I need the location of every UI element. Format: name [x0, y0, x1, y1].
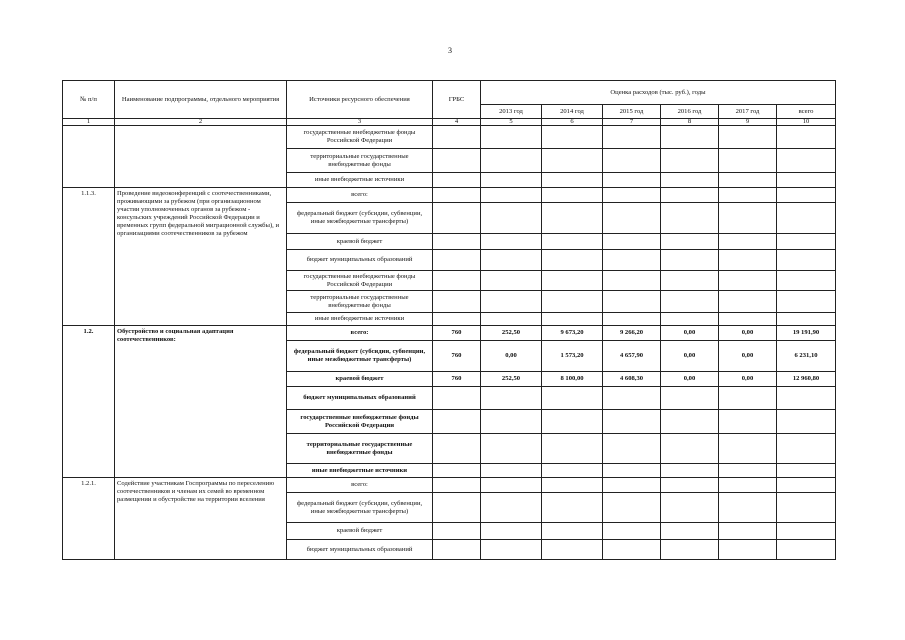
header-year-2015: 2015 год [603, 105, 661, 119]
col-number: 1 [63, 119, 115, 126]
source-label: государственные внебюджетные фонды Российской Федерации [287, 271, 433, 291]
empty-cell [433, 271, 481, 291]
empty-cell [719, 126, 777, 149]
empty-cell [542, 291, 603, 313]
grbs-value: 760 [433, 326, 481, 341]
empty-cell [433, 291, 481, 313]
item-number: 1.1.3. [63, 188, 115, 326]
item-name: Содействие участникам Госпрограммы по переселению соотечественников и членам их семей во временном размещении и обустройстве на территории вселения [115, 478, 287, 560]
col-number: 8 [661, 119, 719, 126]
source-label: всего: [287, 188, 433, 203]
empty-cell [433, 126, 481, 149]
col-number: 2 [115, 119, 287, 126]
empty-cell [481, 410, 542, 434]
empty-cell [777, 464, 836, 478]
empty-cell [603, 313, 661, 326]
empty-cell [777, 250, 836, 271]
empty-cell [481, 434, 542, 464]
source-label: иные внебюджетные источники [287, 464, 433, 478]
col-number: 10 [777, 119, 836, 126]
empty-cell [661, 464, 719, 478]
empty-cell [719, 250, 777, 271]
source-label: территориальные государственные внебюджетные фонды [287, 291, 433, 313]
empty-cell [481, 173, 542, 188]
value-2015: 9 266,20 [603, 326, 661, 341]
empty-cell [777, 523, 836, 540]
empty-cell [719, 291, 777, 313]
item-number: 1.2.1. [63, 478, 115, 560]
empty-cell [661, 478, 719, 493]
header-year-2013: 2013 год [481, 105, 542, 119]
empty-cell [777, 203, 836, 234]
grbs-value: 760 [433, 372, 481, 387]
table-row [63, 326, 836, 341]
empty-cell [661, 493, 719, 523]
empty-cell [603, 523, 661, 540]
empty-cell [542, 250, 603, 271]
empty-cell [719, 387, 777, 410]
empty-cell [719, 540, 777, 560]
col-number: 6 [542, 119, 603, 126]
empty-cell [481, 234, 542, 250]
empty-cell [481, 188, 542, 203]
empty-cell [481, 271, 542, 291]
empty-cell [542, 271, 603, 291]
col-number: 5 [481, 119, 542, 126]
value-2015: 4 657,90 [603, 341, 661, 372]
empty-cell [719, 203, 777, 234]
page-number: 3 [448, 46, 452, 55]
empty-cell [777, 271, 836, 291]
empty-cell [433, 234, 481, 250]
empty-cell [719, 188, 777, 203]
empty-cell [661, 271, 719, 291]
empty-cell [777, 234, 836, 250]
header-name: Наименование подпрограммы, отдельного мероприятия [115, 81, 287, 119]
empty-cell [777, 291, 836, 313]
value-2013: 252,50 [481, 372, 542, 387]
header-year-2014: 2014 год [542, 105, 603, 119]
empty-cell [661, 291, 719, 313]
empty-cell [433, 188, 481, 203]
source-label: территориальные государственные внебюджетные фонды [287, 149, 433, 173]
empty-cell [542, 434, 603, 464]
empty-cell [603, 149, 661, 173]
header-year-2016: 2016 год [661, 105, 719, 119]
empty-cell [481, 464, 542, 478]
empty-cell [433, 250, 481, 271]
empty-cell [777, 540, 836, 560]
empty-cell [433, 387, 481, 410]
grbs-value: 760 [433, 341, 481, 372]
empty-cell [603, 188, 661, 203]
value-2016: 0,00 [661, 372, 719, 387]
col-number: 4 [433, 119, 481, 126]
value-2013: 252,50 [481, 326, 542, 341]
empty-cell [433, 173, 481, 188]
empty-cell [719, 234, 777, 250]
value-2014: 9 673,20 [542, 326, 603, 341]
header-estimate: Оценка расходов (тыс. руб.), годы [481, 81, 836, 105]
col-number: 3 [287, 119, 433, 126]
empty-cell [115, 126, 287, 188]
source-label: бюджет муниципальных образований [287, 250, 433, 271]
empty-cell [719, 313, 777, 326]
empty-cell [433, 478, 481, 493]
empty-cell [661, 434, 719, 464]
empty-cell [661, 173, 719, 188]
empty-cell [777, 149, 836, 173]
empty-cell [481, 313, 542, 326]
empty-cell [603, 464, 661, 478]
column-numbers-row [63, 119, 836, 126]
empty-cell [661, 387, 719, 410]
empty-cell [542, 234, 603, 250]
empty-cell [542, 464, 603, 478]
header-total: всего [777, 105, 836, 119]
source-label: федеральный бюджет (субсидии, субвенции, иные межбюджетные трансферты) [287, 341, 433, 372]
empty-cell [433, 434, 481, 464]
empty-cell [719, 523, 777, 540]
empty-cell [603, 478, 661, 493]
empty-cell [63, 126, 115, 188]
empty-cell [719, 173, 777, 188]
source-label: краевой бюджет [287, 523, 433, 540]
empty-cell [433, 203, 481, 234]
empty-cell [777, 493, 836, 523]
source-label: государственные внебюджетные фонды Российской Федерации [287, 126, 433, 149]
empty-cell [603, 410, 661, 434]
empty-cell [603, 250, 661, 271]
empty-cell [719, 434, 777, 464]
empty-cell [433, 493, 481, 523]
col-number: 7 [603, 119, 661, 126]
expenditure-table [62, 80, 836, 560]
empty-cell [661, 126, 719, 149]
item-name: Проведение видеоконференций с соотечественниками, проживающими за рубежом (при организационном участии уполномоченных органов за рубежом - консульских учреждений Российской Федерации и временных групп федеральной миграционной службы), и организациями соотечественников за рубежом [115, 188, 287, 326]
value-2014: 8 100,00 [542, 372, 603, 387]
empty-cell [661, 313, 719, 326]
empty-cell [433, 540, 481, 560]
empty-cell [719, 493, 777, 523]
header-sources: Источники ресурсного обеспечения [287, 81, 433, 119]
empty-cell [777, 434, 836, 464]
empty-cell [481, 291, 542, 313]
source-label: иные внебюджетные источники [287, 313, 433, 326]
empty-cell [603, 203, 661, 234]
empty-cell [481, 149, 542, 173]
empty-cell [719, 271, 777, 291]
empty-cell [542, 410, 603, 434]
empty-cell [719, 478, 777, 493]
empty-cell [777, 410, 836, 434]
value-2017: 0,00 [719, 372, 777, 387]
header-num: № п/п [63, 81, 115, 119]
col-number: 9 [719, 119, 777, 126]
empty-cell [777, 126, 836, 149]
table-row [63, 126, 836, 149]
empty-cell [603, 434, 661, 464]
empty-cell [542, 149, 603, 173]
empty-cell [603, 540, 661, 560]
empty-cell [661, 149, 719, 173]
empty-cell [433, 464, 481, 478]
table-row [63, 478, 836, 493]
empty-cell [661, 540, 719, 560]
empty-cell [433, 410, 481, 434]
empty-cell [542, 540, 603, 560]
empty-cell [603, 291, 661, 313]
value-total: 12 960,80 [777, 372, 836, 387]
empty-cell [542, 523, 603, 540]
header-grbs: ГРБС [433, 81, 481, 119]
empty-cell [542, 313, 603, 326]
empty-cell [661, 203, 719, 234]
empty-cell [481, 203, 542, 234]
source-label: всего: [287, 326, 433, 341]
value-2017: 0,00 [719, 341, 777, 372]
header-year-2017: 2017 год [719, 105, 777, 119]
source-label: всего: [287, 478, 433, 493]
empty-cell [542, 173, 603, 188]
item-name: Обустройство и социальная адаптация соотечественников: [115, 326, 287, 478]
empty-cell [481, 540, 542, 560]
empty-cell [542, 203, 603, 234]
value-total: 19 191,90 [777, 326, 836, 341]
value-2016: 0,00 [661, 326, 719, 341]
empty-cell [433, 313, 481, 326]
empty-cell [542, 188, 603, 203]
source-label: краевой бюджет [287, 372, 433, 387]
empty-cell [719, 410, 777, 434]
value-total: 6 231,10 [777, 341, 836, 372]
empty-cell [777, 313, 836, 326]
empty-cell [481, 523, 542, 540]
empty-cell [603, 493, 661, 523]
empty-cell [661, 188, 719, 203]
value-2016: 0,00 [661, 341, 719, 372]
empty-cell [603, 387, 661, 410]
source-label: федеральный бюджет (субсидии, субвенции, иные межбюджетные трансферты) [287, 203, 433, 234]
empty-cell [661, 410, 719, 434]
empty-cell [661, 250, 719, 271]
empty-cell [481, 478, 542, 493]
item-number: 1.2. [63, 326, 115, 478]
empty-cell [603, 271, 661, 291]
empty-cell [719, 149, 777, 173]
empty-cell [661, 234, 719, 250]
value-2013: 0,00 [481, 341, 542, 372]
empty-cell [603, 126, 661, 149]
source-label: бюджет муниципальных образований [287, 540, 433, 560]
empty-cell [481, 126, 542, 149]
source-label: бюджет муниципальных образований [287, 387, 433, 410]
empty-cell [661, 523, 719, 540]
empty-cell [603, 234, 661, 250]
empty-cell [719, 464, 777, 478]
value-2015: 4 608,30 [603, 372, 661, 387]
empty-cell [777, 188, 836, 203]
source-label: территориальные государственные внебюджетные фонды [287, 434, 433, 464]
empty-cell [433, 523, 481, 540]
table-row [63, 188, 836, 203]
empty-cell [542, 493, 603, 523]
empty-cell [481, 493, 542, 523]
empty-cell [542, 126, 603, 149]
empty-cell [777, 478, 836, 493]
value-2017: 0,00 [719, 326, 777, 341]
source-label: краевой бюджет [287, 234, 433, 250]
empty-cell [542, 387, 603, 410]
value-2014: 1 573,20 [542, 341, 603, 372]
empty-cell [481, 250, 542, 271]
source-label: иные внебюджетные источники [287, 173, 433, 188]
empty-cell [481, 387, 542, 410]
empty-cell [777, 387, 836, 410]
source-label: федеральный бюджет (субсидии, субвенции, иные межбюджетные трансферты) [287, 493, 433, 523]
empty-cell [603, 173, 661, 188]
empty-cell [777, 173, 836, 188]
source-label: государственные внебюджетные фонды Российской Федерации [287, 410, 433, 434]
empty-cell [433, 149, 481, 173]
empty-cell [542, 478, 603, 493]
